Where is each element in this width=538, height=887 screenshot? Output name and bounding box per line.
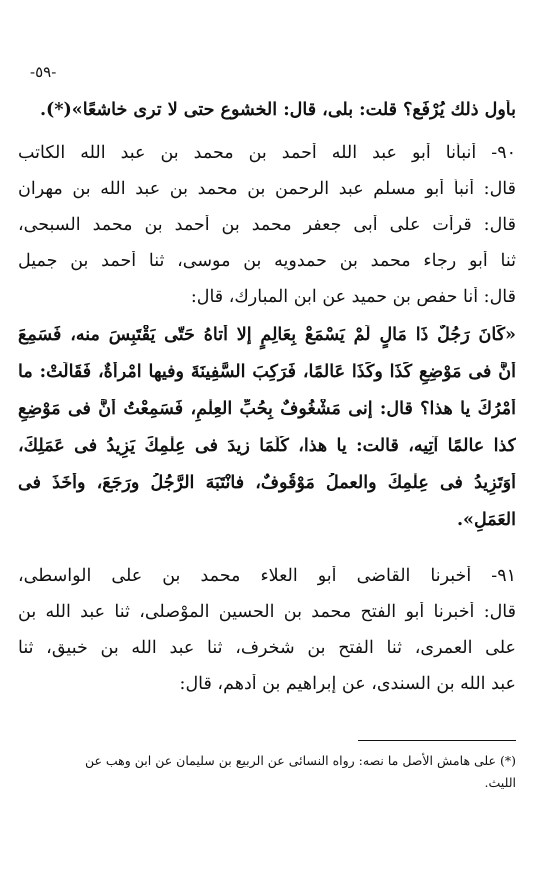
footnote [30,750,516,794]
text-line: ٩١- أخبرنا القاضى أبو العلاء محمد بن على الواسطى، [18,566,516,586]
quote-line: أَوَتَزِيدُ فى عِلْمِكَ والعملُ مَوْقُوفٌ، فانْتَبَهَ الرَّجُلُ ورَجَعَ، وأَخَذَ فى [18,473,516,493]
quote-line: أَمْرُكَ يا هذا؟ قال: إنى مَشْغُوفٌ بِحُبِّ العِلْمِ، فَسَمِعْتُ أَنَّ فى مَوْضِعِ [18,399,516,419]
hadith-90-isnad [18,143,516,323]
intro-paragraph [18,100,516,136]
hadith-90-quote [18,325,516,547]
text-line: عبد الله بن السندى، عن إبراهيم بن أدهم، قال: [179,674,516,694]
quote-line: أَنَّ فى مَوْضِعِ كَذَا وكَذَا عَالمًا، فَرَكِبَ السَّفِينَةَ وفيها امْرأَةٌ، فَقَالَتْ: ما [18,362,516,382]
text-line: ثنا أبو رجاء محمد بن حمدويه بن موسى، ثنا أحمد بن جميل [18,251,516,271]
text-line: قال: أخبرنا أبو الفتح محمد بن الحسين الموْصلى، ثنا عبد الله بن [18,602,516,622]
hadith-91-isnad [18,566,516,710]
text-line: على العمرى، ثنا الفتح بن شخرف، ثنا عبد الله بن خبيق، ثنا [18,638,516,658]
intro-line: بأول ذلك يُرْفَع؟ قلت: بلى، قال: الخشوع حتى لا ترى خاشعًا»(*). [39,100,516,120]
quote-line: «كَانَ رَجُلٌ ذَا مَالٍ لَمْ يَسْمَعْ بِعَالِمٍ إلا أتاهُ حَتّى يَقْتَبِسَ منه، فَسَمِعَ [18,325,516,345]
page-number: -٥٩- [30,63,57,81]
quote-line: العَمَلِ». [456,510,516,530]
footnote-line: (*) على هامش الأصل ما نصه: رواه النسائى عن الربيع بن سليمان عن ابن وهب عن [84,753,516,768]
text-line: قال: قرأت على أبى جعفر محمد بن أحمد بن محمد السبحى، [18,215,516,235]
footnote-divider [358,740,516,741]
text-line: قال: أنبأ أبو مسلم عبد الرحمن بن محمد بن عبد الله بن مهران [18,179,516,199]
text-line: قال: أنا حفص بن حميد عن ابن المبارك، قال: [190,287,516,307]
footnote-line: الليث. [484,775,516,790]
text-line: ٩٠- أنبأنا أبو عبد الله أحمد بن محمد بن عبد الله الكاتب [18,143,516,163]
quote-line: كذا عالمًا آتِيه، قالت: يا هذا، كُلَّمَا زيدَ فى عِلْمِكَ يَزِيدُ فى عَمَلِكَ، [18,436,516,456]
